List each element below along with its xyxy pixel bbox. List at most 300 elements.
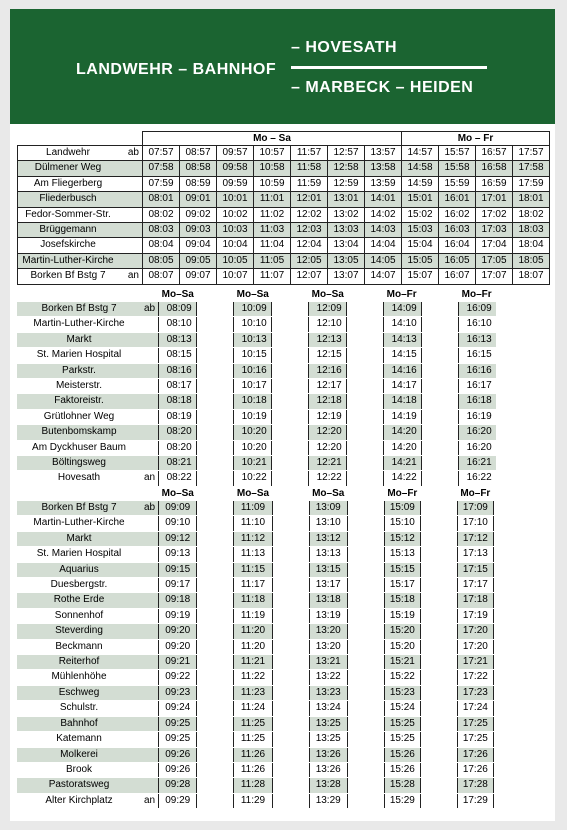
departure-time: 12:02 [291,207,328,222]
column-gap [272,289,309,302]
departure-time: 15:22 [384,670,420,685]
stop-mark [141,762,159,777]
departure-time: 10:10 [234,317,272,332]
departure-time: 10:02 [217,207,254,222]
column-gap [347,732,384,747]
column-gap [422,425,459,440]
table-row [17,593,493,608]
column-gap [272,655,309,670]
departure-time: 09:57 [217,146,254,161]
column-gap [272,363,309,378]
column-gap [420,685,457,700]
departure-time: 09:13 [159,547,197,562]
departure-time: 13:21 [309,655,347,670]
departure-time: 12:20 [309,440,347,455]
departure-time: 13:22 [309,670,347,685]
departure-time: 09:09 [159,501,197,516]
departure-time: 18:07 [513,269,550,284]
departure-time: 17:28 [457,778,493,793]
table-row [18,269,550,284]
column-gap [422,289,459,302]
stop-mark [141,593,159,608]
column-gap [197,685,234,700]
departure-time: 10:20 [234,440,272,455]
departure-time: 10:20 [234,425,272,440]
column-gap [197,317,234,332]
departure-time: 17:09 [457,501,493,516]
departure-time: 11:01 [254,192,291,207]
departure-time: 14:16 [384,363,422,378]
column-gap [197,593,234,608]
departure-time: 10:18 [234,394,272,409]
stop-name: Molkerei [17,747,141,762]
stop-name: St. Marien Hospital [17,547,141,562]
column-gap [420,516,457,531]
departure-time: 08:20 [159,425,197,440]
column-gap [197,747,234,762]
column-gap [197,516,234,531]
stop-mark [141,639,159,654]
stop-mark [118,238,143,253]
stop-name: Borken Bf Bstg 7 [18,269,119,284]
departure-time: 15:21 [384,655,420,670]
departure-time: 17:29 [457,793,493,808]
departure-time: 09:22 [159,670,197,685]
column-gap [347,440,384,455]
timetable-section-2 [17,288,496,487]
column-gap [347,685,384,700]
departure-time: 15:19 [384,608,420,623]
departure-time: 14:58 [402,161,439,176]
stop-name: Bahnhof [17,716,141,731]
departure-time: 12:10 [309,317,347,332]
column-gap [347,409,384,424]
departure-time: 10:57 [254,146,291,161]
departure-time: 08:05 [143,253,180,268]
column-gap [197,608,234,623]
stop-name: Brook [17,762,141,777]
departure-time: 17:18 [457,593,493,608]
stop-mark [118,192,143,207]
departure-time: 11:17 [234,578,272,593]
departure-time: 09:04 [180,238,217,253]
stop-mark: an [141,471,159,486]
departure-time: 09:58 [217,161,254,176]
departure-time: 12:03 [291,223,328,238]
departure-time: 13:24 [309,701,347,716]
column-gap [197,332,234,347]
column-gap [197,670,234,685]
table-row [18,161,550,176]
departure-time: 12:19 [309,409,347,424]
table-row [18,223,550,238]
column-gap [272,608,309,623]
departure-time: 09:20 [159,639,197,654]
stop-name: Fedor-Sommer-Str. [18,207,119,222]
departure-time: 13:05 [328,253,365,268]
stop-name: Katemann [17,732,141,747]
departure-time: 12:01 [291,192,328,207]
stop-mark [141,732,159,747]
stop-mark [141,531,159,546]
table-row [17,471,496,486]
departure-time: 13:07 [328,269,365,284]
stop-name: Faktoreistr. [17,394,141,409]
service-days-header: Mo–Sa [309,289,347,302]
departure-time: 17:57 [513,146,550,161]
stop-mark [141,655,159,670]
departure-time: 18:04 [513,238,550,253]
column-gap [197,793,234,808]
departure-time: 15:12 [384,531,420,546]
column-gap [272,487,309,501]
column-gap [422,379,459,394]
column-gap [347,701,384,716]
departure-time: 16:13 [459,332,497,347]
stop-name: Steverding [17,624,141,639]
service-days-header: Mo–Sa [159,487,197,501]
column-gap [347,639,384,654]
departure-time: 15:26 [384,762,420,777]
stop-name: Alter Kirchplatz [17,793,141,808]
timetable-section-1 [17,131,550,285]
column-gap [422,317,459,332]
column-gap [197,531,234,546]
departure-time: 13:20 [309,639,347,654]
departure-time: 16:19 [459,409,497,424]
column-gap [347,501,384,516]
departure-time: 08:57 [180,146,217,161]
departure-time: 10:01 [217,192,254,207]
column-gap [197,547,234,562]
departure-time: 13:58 [365,161,402,176]
departure-time: 15:58 [439,161,476,176]
column-gap [272,547,309,562]
stop-name: Fliederbusch [18,192,119,207]
stop-name: Borken Bf Bstg 7 [17,302,141,317]
route-divider [291,66,487,69]
departure-time: 17:13 [457,547,493,562]
departure-time: 11:57 [291,146,328,161]
departure-time: 15:57 [439,146,476,161]
column-gap [422,409,459,424]
departure-time: 15:18 [384,593,420,608]
stop-mark [141,425,159,440]
departure-time: 15:26 [384,747,420,762]
column-gap [272,762,309,777]
departure-time: 14:21 [384,456,422,471]
service-days-header: Mo–Sa [309,487,347,501]
departure-time: 14:07 [365,269,402,284]
column-gap [197,456,234,471]
column-gap [197,639,234,654]
departure-time: 11:03 [254,223,291,238]
column-gap [347,302,384,317]
departure-time: 13:25 [309,716,347,731]
column-gap [197,578,234,593]
departure-time: 16:10 [459,317,497,332]
departure-time: 09:24 [159,701,197,716]
departure-time: 13:03 [328,223,365,238]
stop-mark [118,176,143,191]
column-gap [420,778,457,793]
column-gap [272,332,309,347]
table-row [17,409,496,424]
table-row [17,562,493,577]
departure-time: 15:09 [384,501,420,516]
departure-time: 14:04 [365,238,402,253]
departure-time: 13:19 [309,608,347,623]
column-gap [422,394,459,409]
departure-time: 11:58 [291,161,328,176]
departure-time: 08:09 [159,302,197,317]
departure-time: 14:18 [384,394,422,409]
stop-mark [141,578,159,593]
departure-time: 16:22 [459,471,497,486]
stop-name: Mühlenhöhe [17,670,141,685]
table-row [17,639,493,654]
column-gap [420,562,457,577]
departure-time: 14:05 [365,253,402,268]
departure-time: 14:20 [384,425,422,440]
departure-time: 13:20 [309,624,347,639]
stop-name: Parkstr. [17,363,141,378]
column-gap [420,639,457,654]
column-gap [347,762,384,777]
departure-time: 08:15 [159,348,197,363]
departure-time: 14:10 [384,317,422,332]
departure-time: 08:22 [159,471,197,486]
column-gap [420,578,457,593]
table-row [18,176,550,191]
departure-time: 11:29 [234,793,272,808]
column-gap [347,471,384,486]
column-gap [347,716,384,731]
column-gap [272,425,309,440]
table-row [17,778,493,793]
column-gap [197,302,234,317]
column-gap [272,394,309,409]
column-gap [420,793,457,808]
column-gap [420,608,457,623]
stop-mark [118,223,143,238]
timetable-section-3 [17,486,494,809]
table-row [17,456,496,471]
table-row [18,238,550,253]
departure-time: 13:12 [309,531,347,546]
stop-name: Butenbomskamp [17,425,141,440]
departure-time: 16:03 [439,223,476,238]
departure-time: 18:03 [513,223,550,238]
column-gap [420,655,457,670]
departure-time: 08:19 [159,409,197,424]
departure-time: 14:59 [402,176,439,191]
departure-time: 13:09 [309,501,347,516]
departure-time: 13:26 [309,762,347,777]
departure-time: 16:04 [439,238,476,253]
departure-time: 11:24 [234,701,272,716]
column-gap [420,732,457,747]
column-gap [420,716,457,731]
table-row [17,685,493,700]
departure-time: 13:23 [309,685,347,700]
column-gap [197,562,234,577]
route-branch-2: – MARBECK – HEIDEN [291,79,474,96]
departure-time: 16:07 [439,269,476,284]
departure-time: 15:23 [384,685,420,700]
departure-time: 12:20 [309,425,347,440]
departure-time: 17:25 [457,716,493,731]
column-gap [347,317,384,332]
departure-time: 13:15 [309,562,347,577]
table-row [17,332,496,347]
route-branch-1: – HOVESATH [291,39,398,56]
departure-time: 11:20 [234,639,272,654]
service-days-header: Mo–Fr [459,289,497,302]
table-row [17,793,493,808]
departure-time: 10:21 [234,456,272,471]
column-gap [420,762,457,777]
departure-time: 11:04 [254,238,291,253]
departure-time: 08:18 [159,394,197,409]
stop-name: Pastoratsweg [17,778,141,793]
departure-time: 10:16 [234,363,272,378]
departure-time: 15:17 [384,578,420,593]
table-row [17,547,493,562]
column-gap [422,363,459,378]
table-row [18,146,550,161]
departure-time: 13:26 [309,747,347,762]
departure-time: 13:02 [328,207,365,222]
departure-time: 12:04 [291,238,328,253]
departure-time: 17:19 [457,608,493,623]
table-row [17,379,496,394]
departure-time: 11:02 [254,207,291,222]
column-gap [420,487,457,501]
column-gap [420,547,457,562]
stop-mark [141,363,159,378]
stop-name: Beckmann [17,639,141,654]
departure-time: 09:28 [159,778,197,793]
column-gap [197,778,234,793]
stop-name: Böltingsweg [17,456,141,471]
table-row [17,624,493,639]
stop-mark: ab [141,302,159,317]
column-gap [272,516,309,531]
stop-mark: an [141,793,159,808]
column-gap [272,317,309,332]
departure-time: 11:12 [234,531,272,546]
departure-time: 11:21 [234,655,272,670]
stop-mark: ab [118,146,143,161]
table-row [17,348,496,363]
departure-time: 08:16 [159,363,197,378]
route-origin: LANDWEHR – BAHNHOF [76,61,277,78]
departure-time: 09:12 [159,531,197,546]
departure-time: 16:58 [476,161,513,176]
column-gap [197,701,234,716]
departure-time: 09:26 [159,747,197,762]
table-row [17,747,493,762]
service-days-header: Mo–Sa [159,289,197,302]
stop-mark [141,624,159,639]
column-gap [347,578,384,593]
column-gap [272,778,309,793]
departure-time: 10:17 [234,379,272,394]
departure-time: 17:25 [457,732,493,747]
stop-mark [141,701,159,716]
timetable-page [10,9,555,821]
stop-mark [141,317,159,332]
departure-time: 13:18 [309,593,347,608]
column-gap [347,456,384,471]
column-gap [420,747,457,762]
departure-time: 14:17 [384,379,422,394]
departure-time: 12:57 [328,146,365,161]
column-gap [272,440,309,455]
departure-time: 09:20 [159,624,197,639]
header-spacer [17,487,159,501]
column-gap [272,302,309,317]
departure-time: 11:05 [254,253,291,268]
departure-time: 12:07 [291,269,328,284]
column-gap [272,701,309,716]
departure-time: 15:25 [384,716,420,731]
table-row [18,207,550,222]
route-banner [10,9,555,124]
departure-time: 13:04 [328,238,365,253]
column-gap [420,624,457,639]
departure-time: 09:25 [159,716,197,731]
column-gap [197,762,234,777]
departure-time: 12:13 [309,332,347,347]
departure-time: 11:15 [234,562,272,577]
departure-time: 13:28 [309,778,347,793]
stop-mark [141,685,159,700]
table-row [17,317,496,332]
departure-time: 12:16 [309,363,347,378]
column-gap [197,716,234,731]
departure-time: 14:20 [384,440,422,455]
departure-time: 17:24 [457,701,493,716]
departure-time: 10:19 [234,409,272,424]
departure-time: 09:05 [180,253,217,268]
stop-name: Markt [17,531,141,546]
stop-name: Landwehr [18,146,119,161]
departure-time: 17:10 [457,516,493,531]
column-gap [197,440,234,455]
departure-time: 15:07 [402,269,439,284]
table-header-row [17,289,496,302]
departure-time: 09:18 [159,593,197,608]
departure-time: 09:02 [180,207,217,222]
departure-time: 09:07 [180,269,217,284]
departure-time: 16:16 [459,363,497,378]
table-row [17,440,496,455]
departure-time: 08:03 [143,223,180,238]
departure-time: 11:23 [234,685,272,700]
departure-time: 15:01 [402,192,439,207]
table-row [17,578,493,593]
departure-time: 16:57 [476,146,513,161]
column-gap [347,425,384,440]
departure-time: 11:26 [234,762,272,777]
stop-name: Rothe Erde [17,593,141,608]
departure-time: 12:05 [291,253,328,268]
stop-mark [141,778,159,793]
departure-time: 09:23 [159,685,197,700]
departure-time: 16:02 [439,207,476,222]
